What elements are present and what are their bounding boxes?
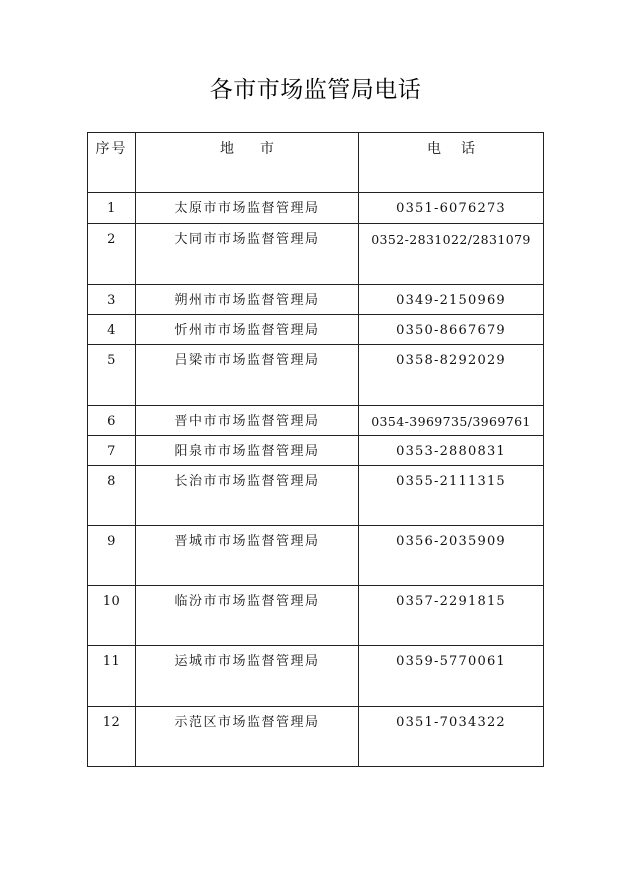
row-phone: 0354-3969735/3969761: [359, 406, 544, 436]
row-index: 12: [88, 707, 136, 767]
table-row: [88, 646, 544, 707]
row-name: 示范区市场监督管理局: [136, 707, 359, 767]
table-row: [88, 436, 544, 466]
row-name: 长治市市场监督管理局: [136, 466, 359, 526]
row-phone: 0356-2035909: [359, 526, 544, 586]
row-phone: 0358-8292029: [359, 345, 544, 406]
table-header-row: [88, 133, 544, 193]
header-city-left: 地: [220, 141, 234, 157]
row-phone: 0350-8667679: [359, 315, 544, 345]
header-phone: [359, 133, 544, 193]
row-name: 晋城市市场监督管理局: [136, 526, 359, 586]
row-name: 朔州市市场监督管理局: [136, 285, 359, 315]
table-row: [88, 345, 544, 406]
header-index: 序号: [88, 133, 136, 193]
page-title: 各市市场监管局电话: [209, 77, 422, 103]
header-city: [136, 133, 359, 193]
row-name: 大同市市场监督管理局: [136, 224, 359, 285]
phone-table: [87, 132, 544, 767]
row-index: 1: [88, 193, 136, 224]
row-phone: 0353-2880831: [359, 436, 544, 466]
row-name: 太原市市场监督管理局: [136, 193, 359, 224]
row-phone: 0351-6076273: [359, 193, 544, 224]
row-index: 6: [88, 406, 136, 436]
row-name: 吕梁市市场监督管理局: [136, 345, 359, 406]
table-row: [88, 224, 544, 285]
row-index: 3: [88, 285, 136, 315]
table-row: [88, 193, 544, 224]
row-index: 4: [88, 315, 136, 345]
row-name: 阳泉市市场监督管理局: [136, 436, 359, 466]
row-index: 8: [88, 466, 136, 526]
header-phone-right: 话: [461, 141, 475, 157]
row-phone: 0352-2831022/2831079: [359, 224, 544, 285]
row-phone: 0351-7034322: [359, 707, 544, 767]
row-index: 7: [88, 436, 136, 466]
row-name: 运城市市场监督管理局: [136, 646, 359, 707]
row-name: 忻州市市场监督管理局: [136, 315, 359, 345]
row-phone: 0355-2111315: [359, 466, 544, 526]
row-phone: 0349-2150969: [359, 285, 544, 315]
row-phone: 0359-5770061: [359, 646, 544, 707]
header-city-right: 市: [260, 141, 274, 157]
row-index: 2: [88, 224, 136, 285]
row-name: 晋中市市场监督管理局: [136, 406, 359, 436]
table-row: [88, 707, 544, 767]
row-index: 5: [88, 345, 136, 406]
table-row: [88, 526, 544, 586]
table-row: [88, 586, 544, 646]
row-phone: 0357-2291815: [359, 586, 544, 646]
header-phone-left: 电: [427, 141, 441, 157]
table-row: [88, 285, 544, 315]
table-row: [88, 466, 544, 526]
row-index: 11: [88, 646, 136, 707]
table-row: [88, 315, 544, 345]
table-row: [88, 406, 544, 436]
row-index: 9: [88, 526, 136, 586]
row-index: 10: [88, 586, 136, 646]
row-name: 临汾市市场监督管理局: [136, 586, 359, 646]
